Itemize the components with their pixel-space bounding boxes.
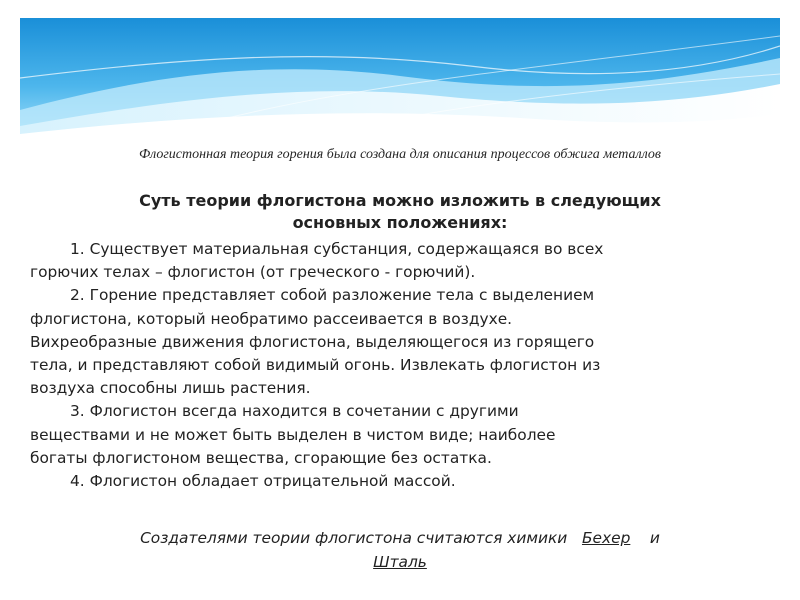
body-line: воздуха способны лишь растения. <box>30 379 311 398</box>
body-text <box>30 238 775 493</box>
footer-line-2 <box>40 550 760 574</box>
body-line: флогистона, который необратимо рассеивается в воздухе. <box>30 309 513 328</box>
body-line: богаты флогистоном вещества, сгорающие без остатка. <box>30 448 492 467</box>
wave-banner-graphic <box>20 18 780 142</box>
body-line: 1. Существует материальная субстанция, содержащаяся во всех <box>70 240 604 258</box>
intro-text: Флогистонная теория горения была создана для описания процессов обжига металлов <box>139 147 661 162</box>
footer-conjunction: и <box>649 529 660 547</box>
body-line: горючих телах – флогистон (от греческого - горючий). <box>30 263 476 282</box>
body-line: тела, и представляют собой видимый огонь. Извлекать флогистон из <box>30 355 601 374</box>
section-heading <box>40 190 760 234</box>
body-line: 3. Флогистон всегда находится в сочетании с другими <box>70 402 519 421</box>
wave-banner <box>20 18 780 142</box>
becher-link[interactable]: Бехер <box>581 529 631 547</box>
footer-line-1 <box>40 526 760 550</box>
footer-text: Создателями теории флогистона считаются химики <box>140 529 568 547</box>
heading-line-1: Суть теории флогистона можно изложить в следующих <box>139 191 661 210</box>
footer-note <box>40 526 760 574</box>
body-line: веществами и не может быть выделен в чистом виде; наиболее <box>30 425 556 444</box>
body-line: Вихреобразные движения флогистона, выделяющегося из горящего <box>30 332 595 351</box>
heading-line-2: основных положениях: <box>292 213 508 232</box>
body-line: 2. Горение представляет собой разложение тела с выделением <box>70 286 595 305</box>
stahl-link[interactable]: Шталь <box>373 553 427 571</box>
body-line: 4. Флогистон обладает отрицательной массой. <box>70 471 456 490</box>
